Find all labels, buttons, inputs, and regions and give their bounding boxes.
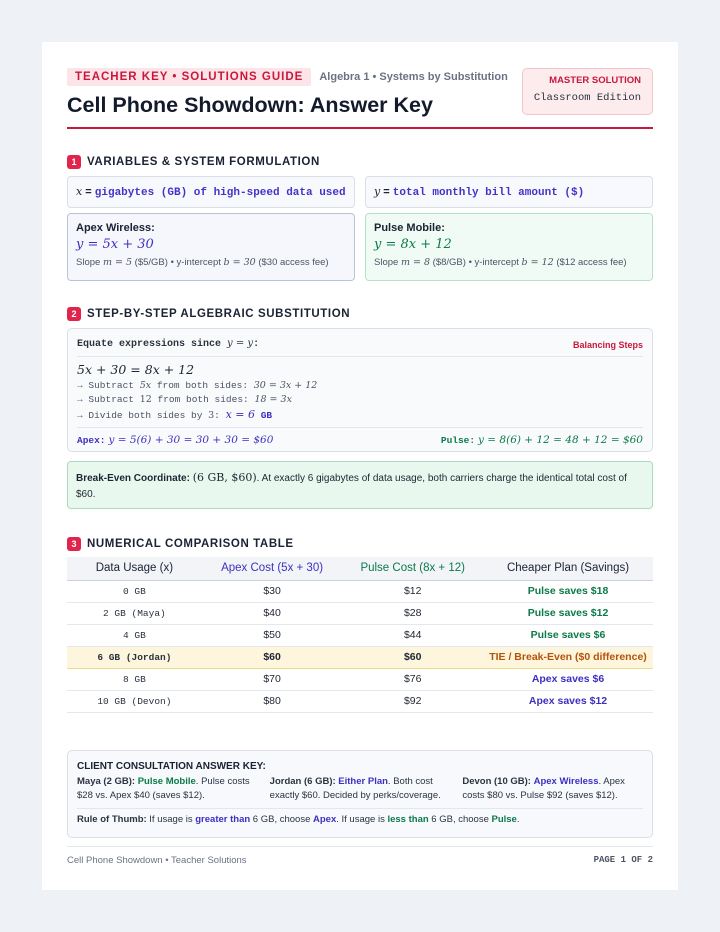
- pulse-cost-cell: $12: [342, 580, 483, 602]
- step-unit: GB: [260, 410, 273, 421]
- answer-key-page: [42, 42, 678, 890]
- equals: =: [383, 186, 393, 198]
- rule-text: . If usage is: [336, 813, 385, 825]
- pulse-result-label: Pulse:: [440, 435, 476, 446]
- table-row: [67, 690, 653, 712]
- section-number: 3: [67, 537, 81, 551]
- table-header-row: [67, 557, 653, 580]
- apex-cost-cell: $80: [202, 690, 343, 712]
- usage-cell: 2 GB (Maya): [67, 602, 202, 624]
- step-mid: from both sides:: [156, 380, 249, 391]
- usage-cell: 4 GB: [67, 624, 202, 646]
- section-2-heading: [67, 307, 653, 321]
- rule-label: Rule of Thumb:: [77, 813, 147, 825]
- section-title: VARIABLES & SYSTEM FORMULATION: [87, 156, 320, 168]
- step-result: x = 6: [225, 408, 255, 421]
- apex-equation: y = 5x + 30: [76, 237, 154, 252]
- break-even-text: . At exactly 6 gigabytes of data usage, both carriers charge the identical total cost of $60.: [76, 473, 627, 500]
- recommended-plan: Pulse Mobile: [137, 775, 196, 787]
- consultation-answer-box: [67, 750, 653, 838]
- master-solution-box: [522, 68, 653, 115]
- pulse-cost-cell: $28: [342, 602, 483, 624]
- results-row: [77, 427, 643, 446]
- rule-greater: greater than: [195, 813, 251, 825]
- savings-cell: Pulse saves $18: [483, 580, 653, 602]
- intercept-note: ($12 access fee): [556, 257, 627, 268]
- pulse-result-math: y = 8(6) + 12 = 48 + 12 = $60: [478, 434, 643, 446]
- pulse-cost-cell: $60: [342, 646, 483, 668]
- devon-answer: [462, 775, 643, 803]
- subject-label: Algebra 1 • Systems by Substitution: [319, 71, 508, 83]
- pulse-plan-box: [365, 213, 653, 281]
- step-term: 5x: [139, 380, 152, 391]
- savings-cell: Pulse saves $6: [483, 624, 653, 646]
- apex-result-label: Apex:: [77, 435, 106, 446]
- apex-result: [77, 434, 273, 446]
- table-row: [67, 602, 653, 624]
- column-header: Apex Cost (5x + 30): [202, 557, 343, 580]
- page-number: PAGE 1 OF 2: [593, 855, 653, 865]
- apex-cost-cell: $70: [202, 668, 343, 690]
- rule-text: .: [516, 813, 520, 825]
- pulse-slope-line: [374, 257, 644, 268]
- apex-cost-cell: $60: [202, 646, 343, 668]
- apex-slope-line: [76, 257, 346, 268]
- equate-label: Equate expressions since: [77, 339, 222, 350]
- intercept-label: • y-intercept: [170, 257, 221, 268]
- usage-cell: 10 GB (Devon): [67, 690, 202, 712]
- header: [67, 68, 653, 126]
- rule-apex: Apex: [313, 813, 337, 825]
- slope-unit: ($5/GB): [134, 257, 168, 268]
- step-3: → Divide both sides by 3: x = 6 GB: [77, 408, 273, 421]
- section-3-heading: [67, 537, 653, 551]
- savings-cell: Pulse saves $12: [483, 602, 653, 624]
- slope-label: Slope: [374, 257, 399, 268]
- pulse-cost-cell: $44: [342, 624, 483, 646]
- system-equation: 5x + 30 = 8x + 12: [77, 356, 643, 377]
- step-prefix: → Subtract: [77, 394, 135, 405]
- savings-cell: TIE / Break-Even ($0 difference): [483, 646, 653, 668]
- step-result: 18 = 3x: [254, 394, 292, 405]
- column-header: Pulse Cost (8x + 12): [342, 557, 483, 580]
- intercept-label: • y-intercept: [468, 257, 519, 268]
- consultation-heading: CLIENT CONSULTATION ANSWER KEY:: [77, 760, 266, 772]
- section-title: NUMERICAL COMPARISON TABLE: [87, 538, 294, 550]
- x-description: gigabytes (GB) of high-speed data used: [94, 187, 346, 199]
- break-even-label: Break-Even Coordinate:: [76, 473, 190, 484]
- savings-cell: Apex saves $12: [483, 690, 653, 712]
- client-explanation: . Both cost exactly $60. Decided by perks/coverage.: [269, 775, 441, 801]
- slope-math: m = 8: [400, 257, 431, 268]
- client-explanation: . Pulse costs $28 vs. Apex $40 (saves $12).: [77, 775, 250, 801]
- table-row: [67, 580, 653, 602]
- maya-answer: [77, 775, 258, 803]
- usage-cell: 6 GB (Jordan): [67, 646, 202, 668]
- pulse-equation: y = 8x + 12: [374, 237, 452, 252]
- column-header: Cheaper Plan (Savings): [483, 557, 653, 580]
- step-2: [77, 394, 643, 405]
- header-divider: [67, 127, 653, 129]
- apex-plan-box: [67, 213, 355, 281]
- pulse-cost-cell: $92: [342, 690, 483, 712]
- client-label: Devon (10 GB):: [462, 775, 531, 787]
- table-row: [67, 624, 653, 646]
- rule-pulse: Pulse: [491, 813, 517, 825]
- rule-less: less than: [387, 813, 429, 825]
- y-variable-box: [365, 176, 653, 208]
- section-title: STEP-BY-STEP ALGEBRAIC SUBSTITUTION: [87, 308, 351, 320]
- page-footer: [67, 846, 653, 866]
- step-prefix: → Subtract: [77, 380, 135, 391]
- break-even-row: [67, 646, 653, 668]
- edition-label: Classroom Edition: [533, 92, 641, 104]
- section-1-heading: [67, 155, 653, 169]
- step-1: [77, 380, 643, 391]
- section-number: 1: [67, 155, 81, 169]
- usage-cell: 0 GB: [67, 580, 202, 602]
- rule-of-thumb: [77, 808, 643, 825]
- apex-cost-cell: $30: [202, 580, 343, 602]
- slope-math: m = 5: [102, 257, 133, 268]
- section-number: 2: [67, 307, 81, 321]
- x-variable-box: [67, 176, 355, 208]
- recommended-plan: Apex Wireless: [533, 775, 599, 787]
- rule-text: 6 GB, choose: [431, 813, 489, 825]
- recommended-plan: Either Plan: [338, 775, 388, 787]
- usage-cell: 8 GB: [67, 668, 202, 690]
- intercept-note: ($30 access fee): [258, 257, 329, 268]
- slope-label: Slope: [76, 257, 101, 268]
- step-result: 30 = 3x + 12: [253, 380, 318, 391]
- savings-cell: Apex saves $6: [483, 668, 653, 690]
- x-symbol: x: [76, 185, 83, 198]
- page-title: Cell Phone Showdown: Answer Key: [67, 93, 433, 117]
- intercept-math: b = 30: [223, 257, 256, 268]
- master-label: MASTER SOLUTION: [549, 75, 641, 86]
- substitution-steps-box: [67, 328, 653, 452]
- teacher-key-badge: TEACHER KEY • SOLUTIONS GUIDE: [67, 68, 311, 86]
- y-symbol: y: [374, 185, 381, 198]
- break-even-point: (6 GB, $60): [192, 471, 257, 484]
- balancing-steps-label: Balancing Steps: [572, 340, 643, 350]
- footer-title: Cell Phone Showdown • Teacher Solutions: [67, 855, 247, 866]
- pulse-cost-cell: $76: [342, 668, 483, 690]
- slope-unit: ($8/GB): [432, 257, 466, 268]
- equals: =: [85, 186, 95, 198]
- step-term: 3: [208, 410, 215, 421]
- jordan-answer: [270, 775, 451, 803]
- step-term: 12: [139, 394, 152, 405]
- break-even-box: [67, 461, 653, 509]
- rule-text: If usage is: [149, 813, 193, 825]
- intercept-math: b = 12: [521, 257, 554, 268]
- client-label: Maya (2 GB):: [77, 775, 136, 787]
- apex-plan-name: Apex Wireless:: [76, 222, 155, 234]
- y-description: total monthly bill amount ($): [392, 187, 585, 199]
- client-explanation: . Apex costs $80 vs. Pulse $92 (saves $12).: [462, 775, 625, 801]
- step-mid: from both sides:: [157, 394, 249, 405]
- column-header: Data Usage (x): [67, 557, 202, 580]
- comparison-table: [67, 557, 653, 713]
- apex-cost-cell: $50: [202, 624, 343, 646]
- equate-heading: Equate expressions since y = y:: [77, 338, 260, 350]
- step-prefix: → Divide both sides by: [77, 410, 203, 421]
- table-row: [67, 668, 653, 690]
- pulse-plan-name: Pulse Mobile:: [374, 222, 445, 234]
- apex-result-math: y = 5(6) + 30 = 30 + 30 = $60: [108, 434, 274, 446]
- client-label: Jordan (6 GB):: [269, 775, 336, 787]
- apex-cost-cell: $40: [202, 602, 343, 624]
- equate-math: y = y: [227, 338, 254, 349]
- pulse-result: [441, 434, 643, 446]
- rule-text: 6 GB, choose: [252, 813, 311, 825]
